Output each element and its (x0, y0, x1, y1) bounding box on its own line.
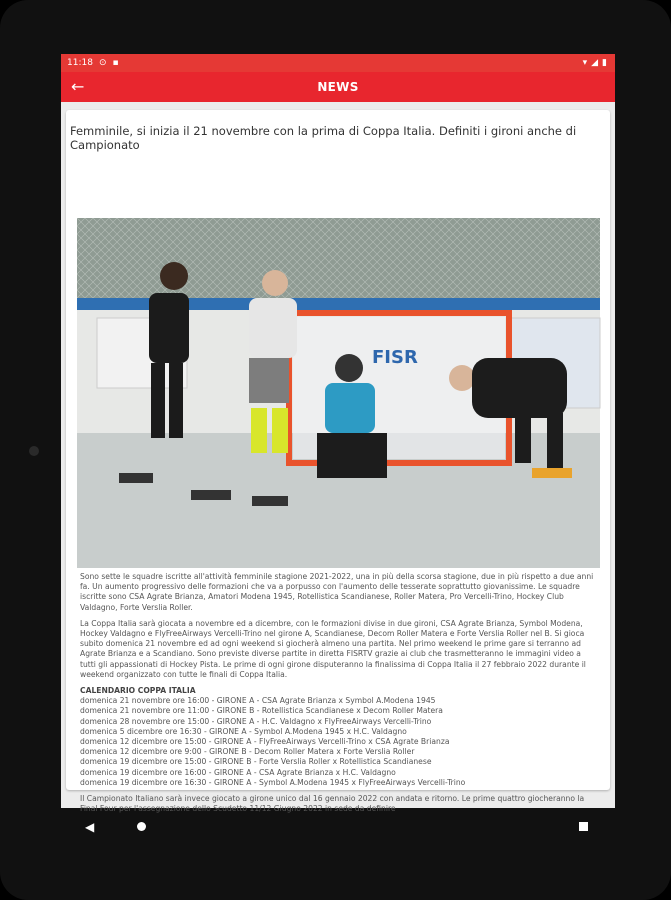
article-card (66, 110, 610, 814)
calendar-line: domenica 21 novembre ore 11:00 - GIRONE B - Rotellistica Scandianese x Decom Roller Matera (80, 706, 443, 716)
calendar-line: domenica 28 novembre ore 15:00 - GIRONE A - H.C. Valdagno x FlyFreeAirways Vercelli-Trino (80, 716, 432, 726)
app-screen (61, 54, 615, 814)
wifi-icon: ▾ (582, 58, 588, 68)
page-title: NEWS (317, 80, 359, 94)
arrow-back-icon[interactable]: ← (71, 77, 85, 96)
calendar-line: domenica 21 novembre ore 16:00 - GIRONE A - CSA Agrate Brianza x Symbol A.Modena 1945 (80, 696, 436, 706)
article-closing: Il Campionato Italiano sarà invece giocato a girone unico dal 16 gennaio 2022 con andata e ritorno. Le prime quattro giocheranno la Final Four per l'assegnazione dello Scudetto 11/12 Giugno 2022 in sede da definire (80, 794, 585, 814)
battery-icon: ▮ (602, 58, 607, 68)
nav-home-icon[interactable] (137, 822, 146, 831)
hockey-photo (77, 218, 600, 568)
status-right-icons (583, 58, 607, 68)
camera-dot (29, 446, 39, 456)
sim-icon: ▪ (112, 58, 119, 68)
android-nav-bar (61, 808, 615, 848)
notification-icon: ⊙ (98, 58, 107, 68)
calendar-line: domenica 12 dicembre ore 9:00 - GIRONE B - Decom Roller Matera x Forte Verslia Roller (80, 747, 415, 757)
nav-back-icon[interactable]: ◀ (85, 820, 95, 834)
calendar-line: domenica 19 dicembre ore 16:30 - GIRONE A - Symbol A.Modena 1945 x FlyFreeAirways Vercelli-Trino (80, 777, 466, 787)
signal-icon: ◢ (591, 58, 599, 68)
calendar-section (80, 686, 596, 788)
app-bar (61, 72, 615, 102)
article-paragraph: Sono sette le squadre iscritte all'attività femminile stagione 2021-2022, una in più della scorsa stagione, due in più rispetto a due anni fa. Un aumento progressivo delle formazioni che va a porpusso con l'aumento delle tesserate soprattutto giovanissime. Le squadre iscritte sono CSA Agrate Brianza, Amatori Modena 1945, Rotellistica Scandianese, Roller Matera, Pro Vercelli-Trino, Hockey Club Valdagno, Forte Verslia Roller. (80, 572, 594, 612)
calendar-line: domenica 5 dicembre ore 16:30 - GIRONE A - Symbol A.Modena 1945 x H.C. Valdagno (80, 726, 407, 736)
calendar-line: domenica 19 dicembre ore 15:00 - GIRONE B - Forte Verslia Roller x Rotellistica Scandianese (80, 757, 432, 767)
article-title: Femminile, si inizia il 21 novembre con la prima di Coppa Italia. Definiti i gironi anche di Campionato (70, 124, 577, 152)
status-bar (61, 54, 615, 72)
article-image (77, 218, 600, 568)
nav-recents-icon[interactable] (579, 822, 588, 831)
calendar-line: domenica 12 dicembre ore 15:00 - GIRONE A - FlyFreeAirways Vercelli-Trino x CSA Agrate Brianza (80, 737, 450, 747)
calendar-title: CALENDARIO COPPA ITALIA (80, 686, 196, 696)
fisr-banner: FISR (372, 347, 418, 368)
status-time: 11:18 (67, 58, 93, 68)
article-body (80, 572, 596, 820)
article-paragraph: La Coppa Italia sarà giocata a novembre ed a dicembre, con le formazioni divise in due gironi, CSA Agrate Brianza, Symbol Modena, Hockey Valdagno e FlyFreeAirways Vercelli-Trino nel girone A, Scandianese, Decom Roller Matera e Forte Verslia Roller nel B. Si gioca subito domenica 21 novembre ed ad ogni weekend si giocherà almeno una partita. Nel primo weekend le prime gare si terranno ad Agrate Brianza e a Scandiano. Sono previste diverse partite in diretta FISRTV grazie ai club che trasmetteranno le immagini video a tutti gli appassionati di Hockey Pista. Le prime di ogni girone disputeranno la finalissima di Coppa Italia il 27 febbraio 2022 durante il weekend organizzato con tutte le finali di Coppa Italia. (80, 618, 586, 679)
calendar-line: domenica 19 dicembre ore 16:00 - GIRONE A - CSA Agrate Brianza x H.C. Valdagno (80, 767, 396, 777)
